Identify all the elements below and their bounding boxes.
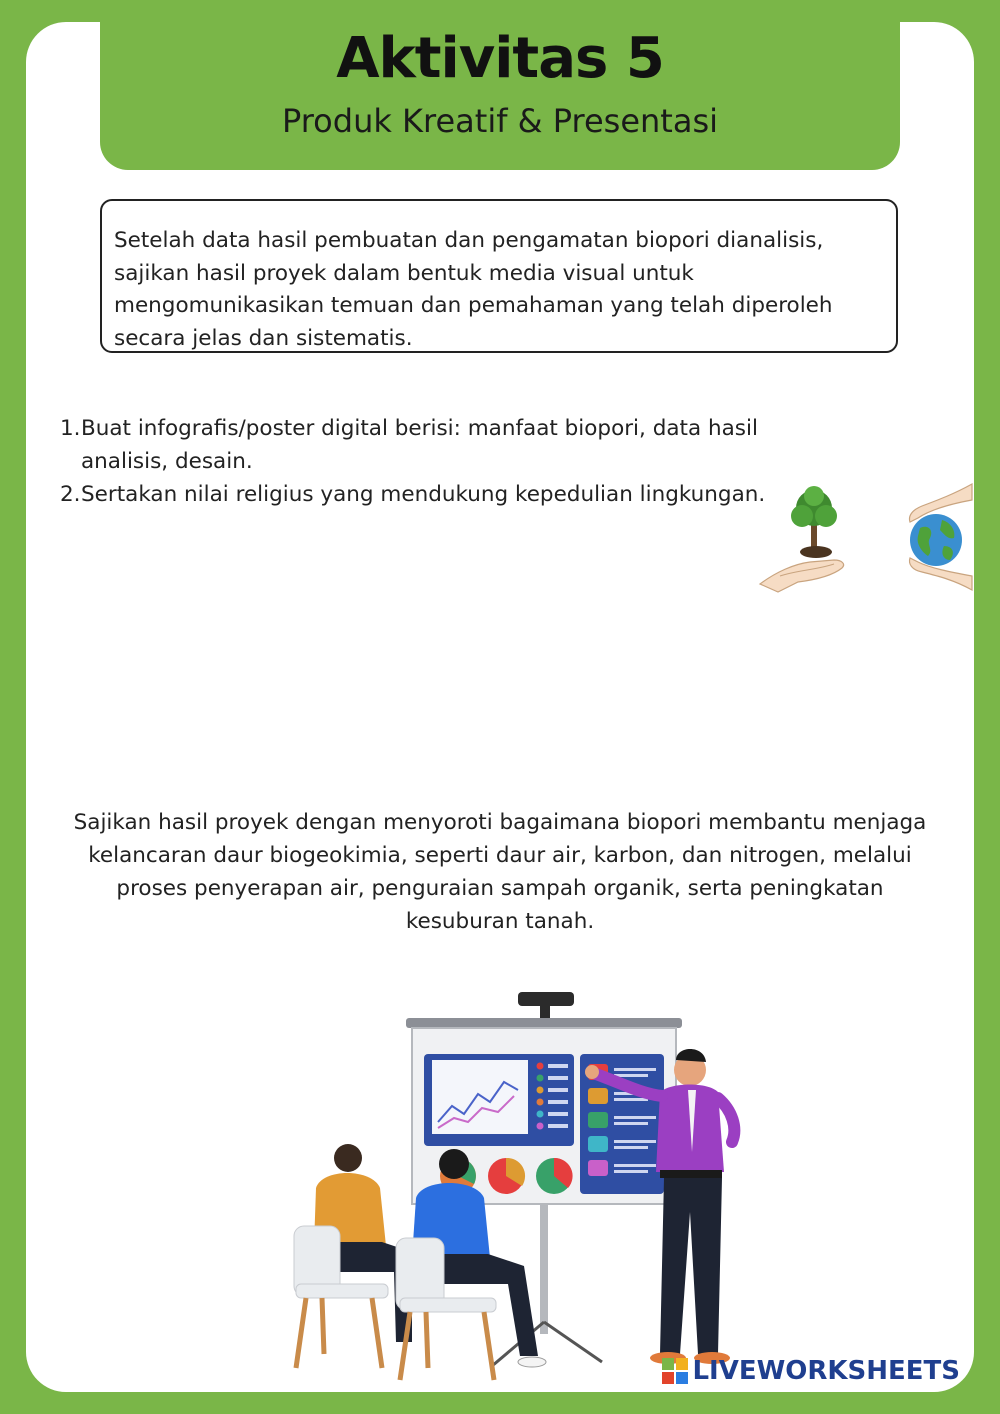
intro-text: Setelah data hasil pembuatan dan pengamatan biopori dianalisis, sajikan hasil proyek dalam bentuk media visual untuk mengomunikasikan temuan dan pemahaman yang telah diperoleh secara jelas dan sistematis. <box>114 228 833 351</box>
list-item-text: Buat infografis/poster digital berisi: manfaat biopori, data hasil analisis, desain. <box>81 416 758 474</box>
summary-text: Sajikan hasil proyek dengan menyoroti bagaimana biopori membantu menjaga kelancaran daur biogeokimia, seperti daur air, karbon, dan nitrogen, melalui proses penyerapan air, penguraian sampah organik, serta peningkatan kesuburan tanah. <box>73 810 927 934</box>
worksheet-page <box>26 22 974 1392</box>
list-item-text: Sertakan nilai religius yang mendukung kepedulian lingkungan. <box>81 482 766 507</box>
hands-holding-globe-icon <box>910 484 973 590</box>
eco-icons <box>758 480 974 600</box>
list-item <box>60 412 800 478</box>
list-item-number: 1. <box>60 416 81 441</box>
page-subtitle: Produk Kreatif & Presentasi <box>281 102 719 140</box>
watermark <box>662 1356 960 1386</box>
presentation-illustration <box>262 982 782 1382</box>
task-list <box>60 412 800 511</box>
watermark-text: LIVEWORKSHEETS <box>692 1356 960 1386</box>
page-title: Aktivitas 5 <box>336 26 664 91</box>
hands-holding-tree-icon <box>760 486 844 592</box>
header-band <box>100 22 900 170</box>
liveworksheets-logo-icon <box>662 1358 688 1384</box>
list-item <box>60 478 800 511</box>
list-item-number: 2. <box>60 482 81 507</box>
intro-box <box>100 199 898 353</box>
